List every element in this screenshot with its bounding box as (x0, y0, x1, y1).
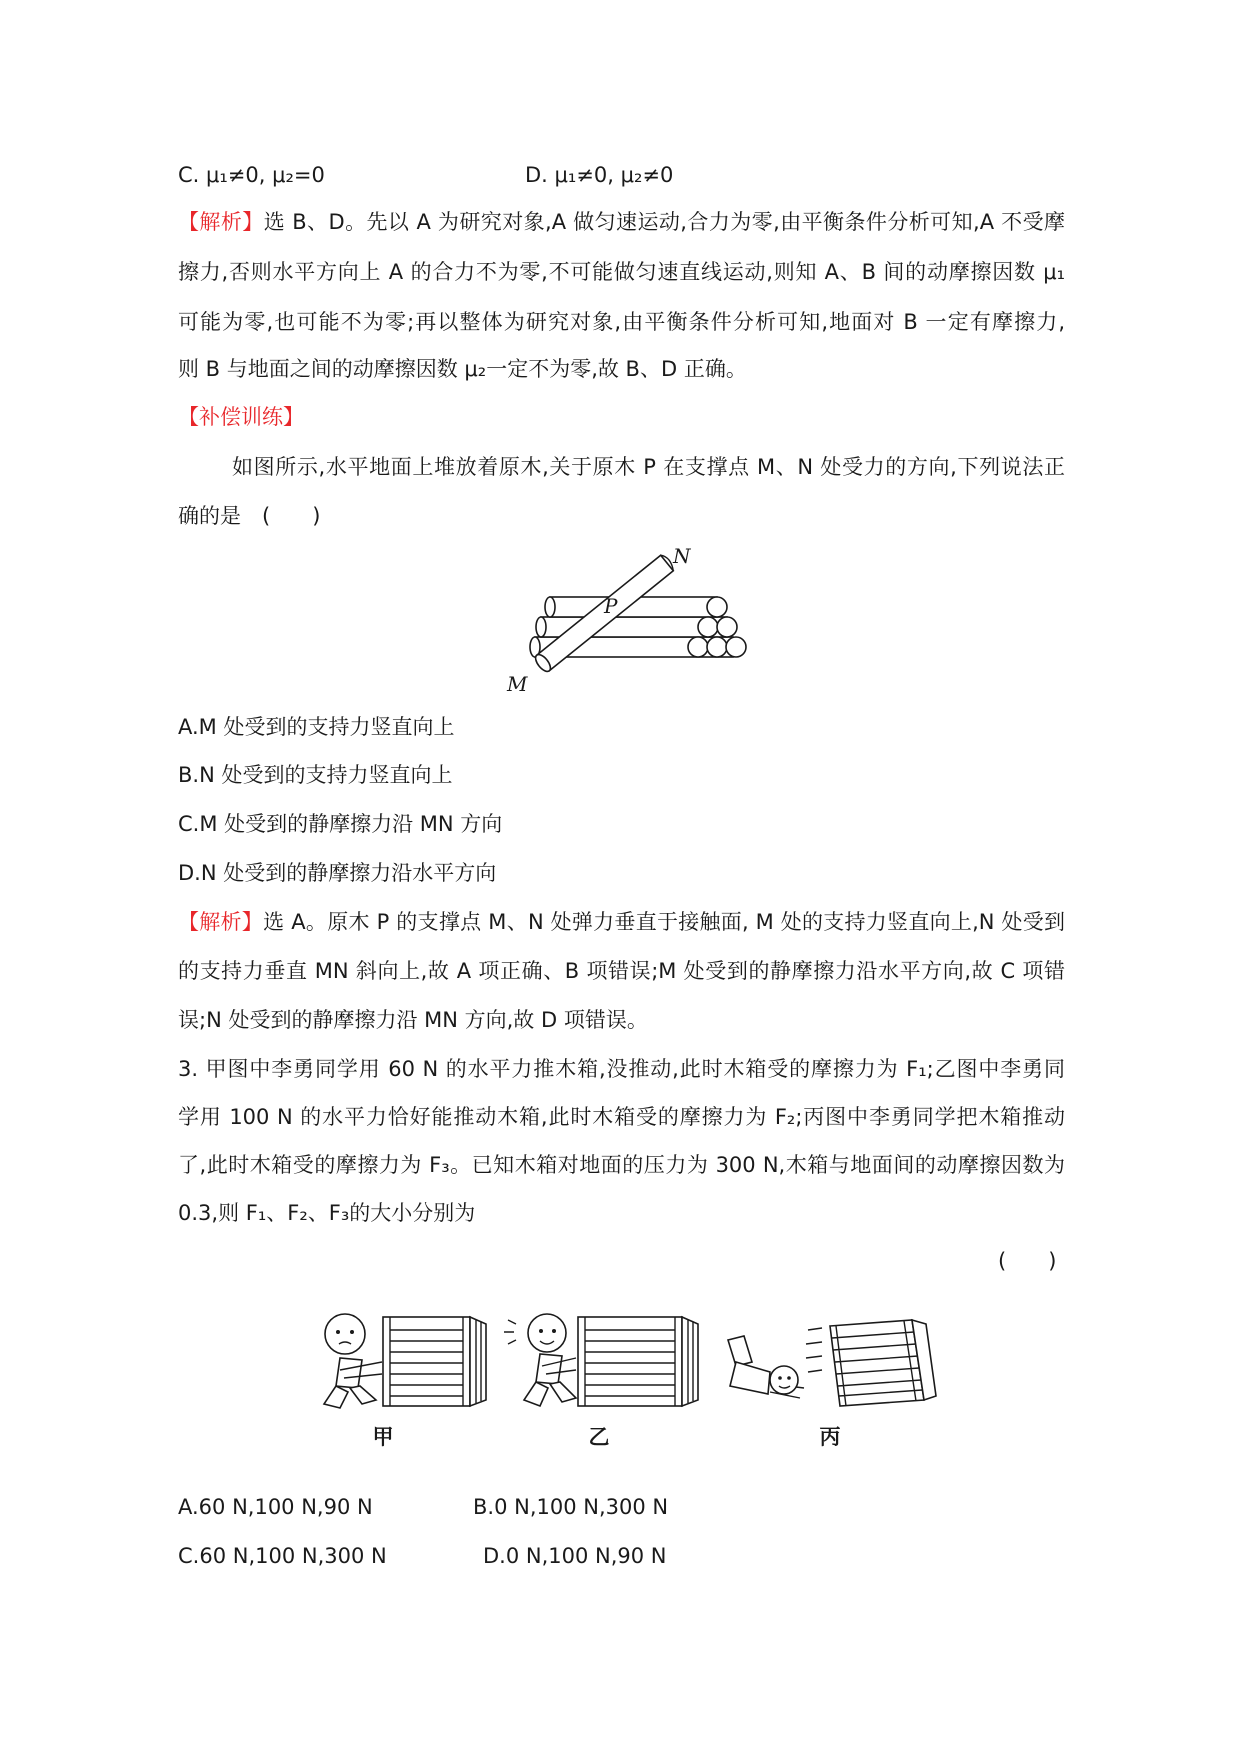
crate-3 (806, 1320, 936, 1406)
analysis-1-line-2: 擦力,否则水平方向上 A 的合力不为零,不可能做匀速直线运动,则知 A、B 间的动摩擦因数 μ₁ (178, 260, 1065, 284)
logs-figure (505, 545, 750, 700)
analysis-1-line-3: 可能为零,也可能不为零;再以整体为研究对象,由平衡条件分析可知,地面对 B 一定有摩擦力, (178, 310, 1065, 334)
option-a: A.M 处受到的支持力竖直向上 (178, 715, 455, 739)
analysis-2-line-3: 误;N 处受到的静摩擦力沿 MN 方向,故 D 项错误。 (178, 1008, 648, 1032)
analysis-text: 选 B、D。先以 A 为研究对象,A 做匀速运动,合力为零,由平衡条件分析可知,A 不受摩 (263, 210, 1066, 234)
boy-pushing-figure-1 (324, 1314, 382, 1408)
question-3-line-1: 3. 甲图中李勇同学用 60 N 的水平力推木箱,没推动,此时木箱受的摩擦力为 F₁;乙图中李勇同 (178, 1057, 1065, 1081)
question-line-1: 如图所示,水平地面上堆放着原木,关于原木 P 在支撑点 M、N 处受力的方向,下列说法正 (232, 455, 1065, 479)
analysis-2-line-1 (178, 907, 1065, 937)
option-d: D.N 处受到的静摩擦力沿水平方向 (178, 861, 497, 885)
figure-label-jia: 甲 (372, 1425, 394, 1449)
label-n: N (673, 544, 691, 568)
boy-fallen-figure (728, 1336, 804, 1398)
extra-practice-tag: 【补偿训练】 (178, 405, 304, 429)
analysis-1-line-4: 则 B 与地面之间的动摩擦因数 μ₂一定不为零,故 B、D 正确。 (178, 357, 747, 381)
q3-option-b: B.0 N,100 N,300 N (473, 1495, 669, 1519)
analysis-2-line-2: 的支持力垂直 MN 斜向上,故 A 项正确、B 项错误;M 处受到的静摩擦力沿水平方向,故 C 项错 (178, 959, 1065, 983)
crate-pushing-figure (300, 1300, 940, 1420)
analysis-tag: 【解析】 (178, 210, 264, 234)
label-p: P (604, 594, 618, 618)
question-3-line-3: 了,此时木箱受的摩擦力为 F₃。已知木箱对地面的压力为 300 N,木箱与地面间的动摩擦因数为 (178, 1153, 1065, 1177)
option-c: C.M 处受到的静摩擦力沿 MN 方向 (178, 812, 503, 836)
label-m: M (507, 672, 528, 696)
question-3-line-4: 0.3,则 F₁、F₂、F₃的大小分别为 (178, 1201, 476, 1225)
q3-option-a: A.60 N,100 N,90 N (178, 1495, 373, 1519)
option-b: B.N 处受到的支持力竖直向上 (178, 763, 453, 787)
answer-bracket: ( ) (998, 1249, 1057, 1273)
option-d-prev: D. μ₁≠0, μ₂≠0 (525, 163, 674, 187)
crate-1 (383, 1317, 486, 1406)
analysis-tag: 【解析】 (178, 910, 264, 934)
figure-label-yi: 乙 (588, 1425, 610, 1449)
option-c-prev: C. μ₁≠0, μ₂=0 (178, 163, 325, 187)
question-line-2: 确的是 ( ) (178, 504, 321, 528)
boy-pushing-figure-2 (504, 1314, 576, 1406)
figure-label-bing: 丙 (819, 1425, 841, 1449)
q3-option-d: D.0 N,100 N,90 N (483, 1544, 667, 1568)
q3-option-c: C.60 N,100 N,300 N (178, 1544, 387, 1568)
analysis-text: 选 A。原木 P 的支撑点 M、N 处弹力垂直于接触面, M 处的支持力竖直向上,N 处受到 (263, 910, 1065, 934)
crate-2 (578, 1317, 698, 1406)
analysis-1-line-1 (178, 207, 1065, 237)
question-3-line-2: 学用 100 N 的水平力恰好能推动木箱,此时木箱受的摩擦力为 F₂;丙图中李勇同学把木箱推动 (178, 1105, 1065, 1129)
